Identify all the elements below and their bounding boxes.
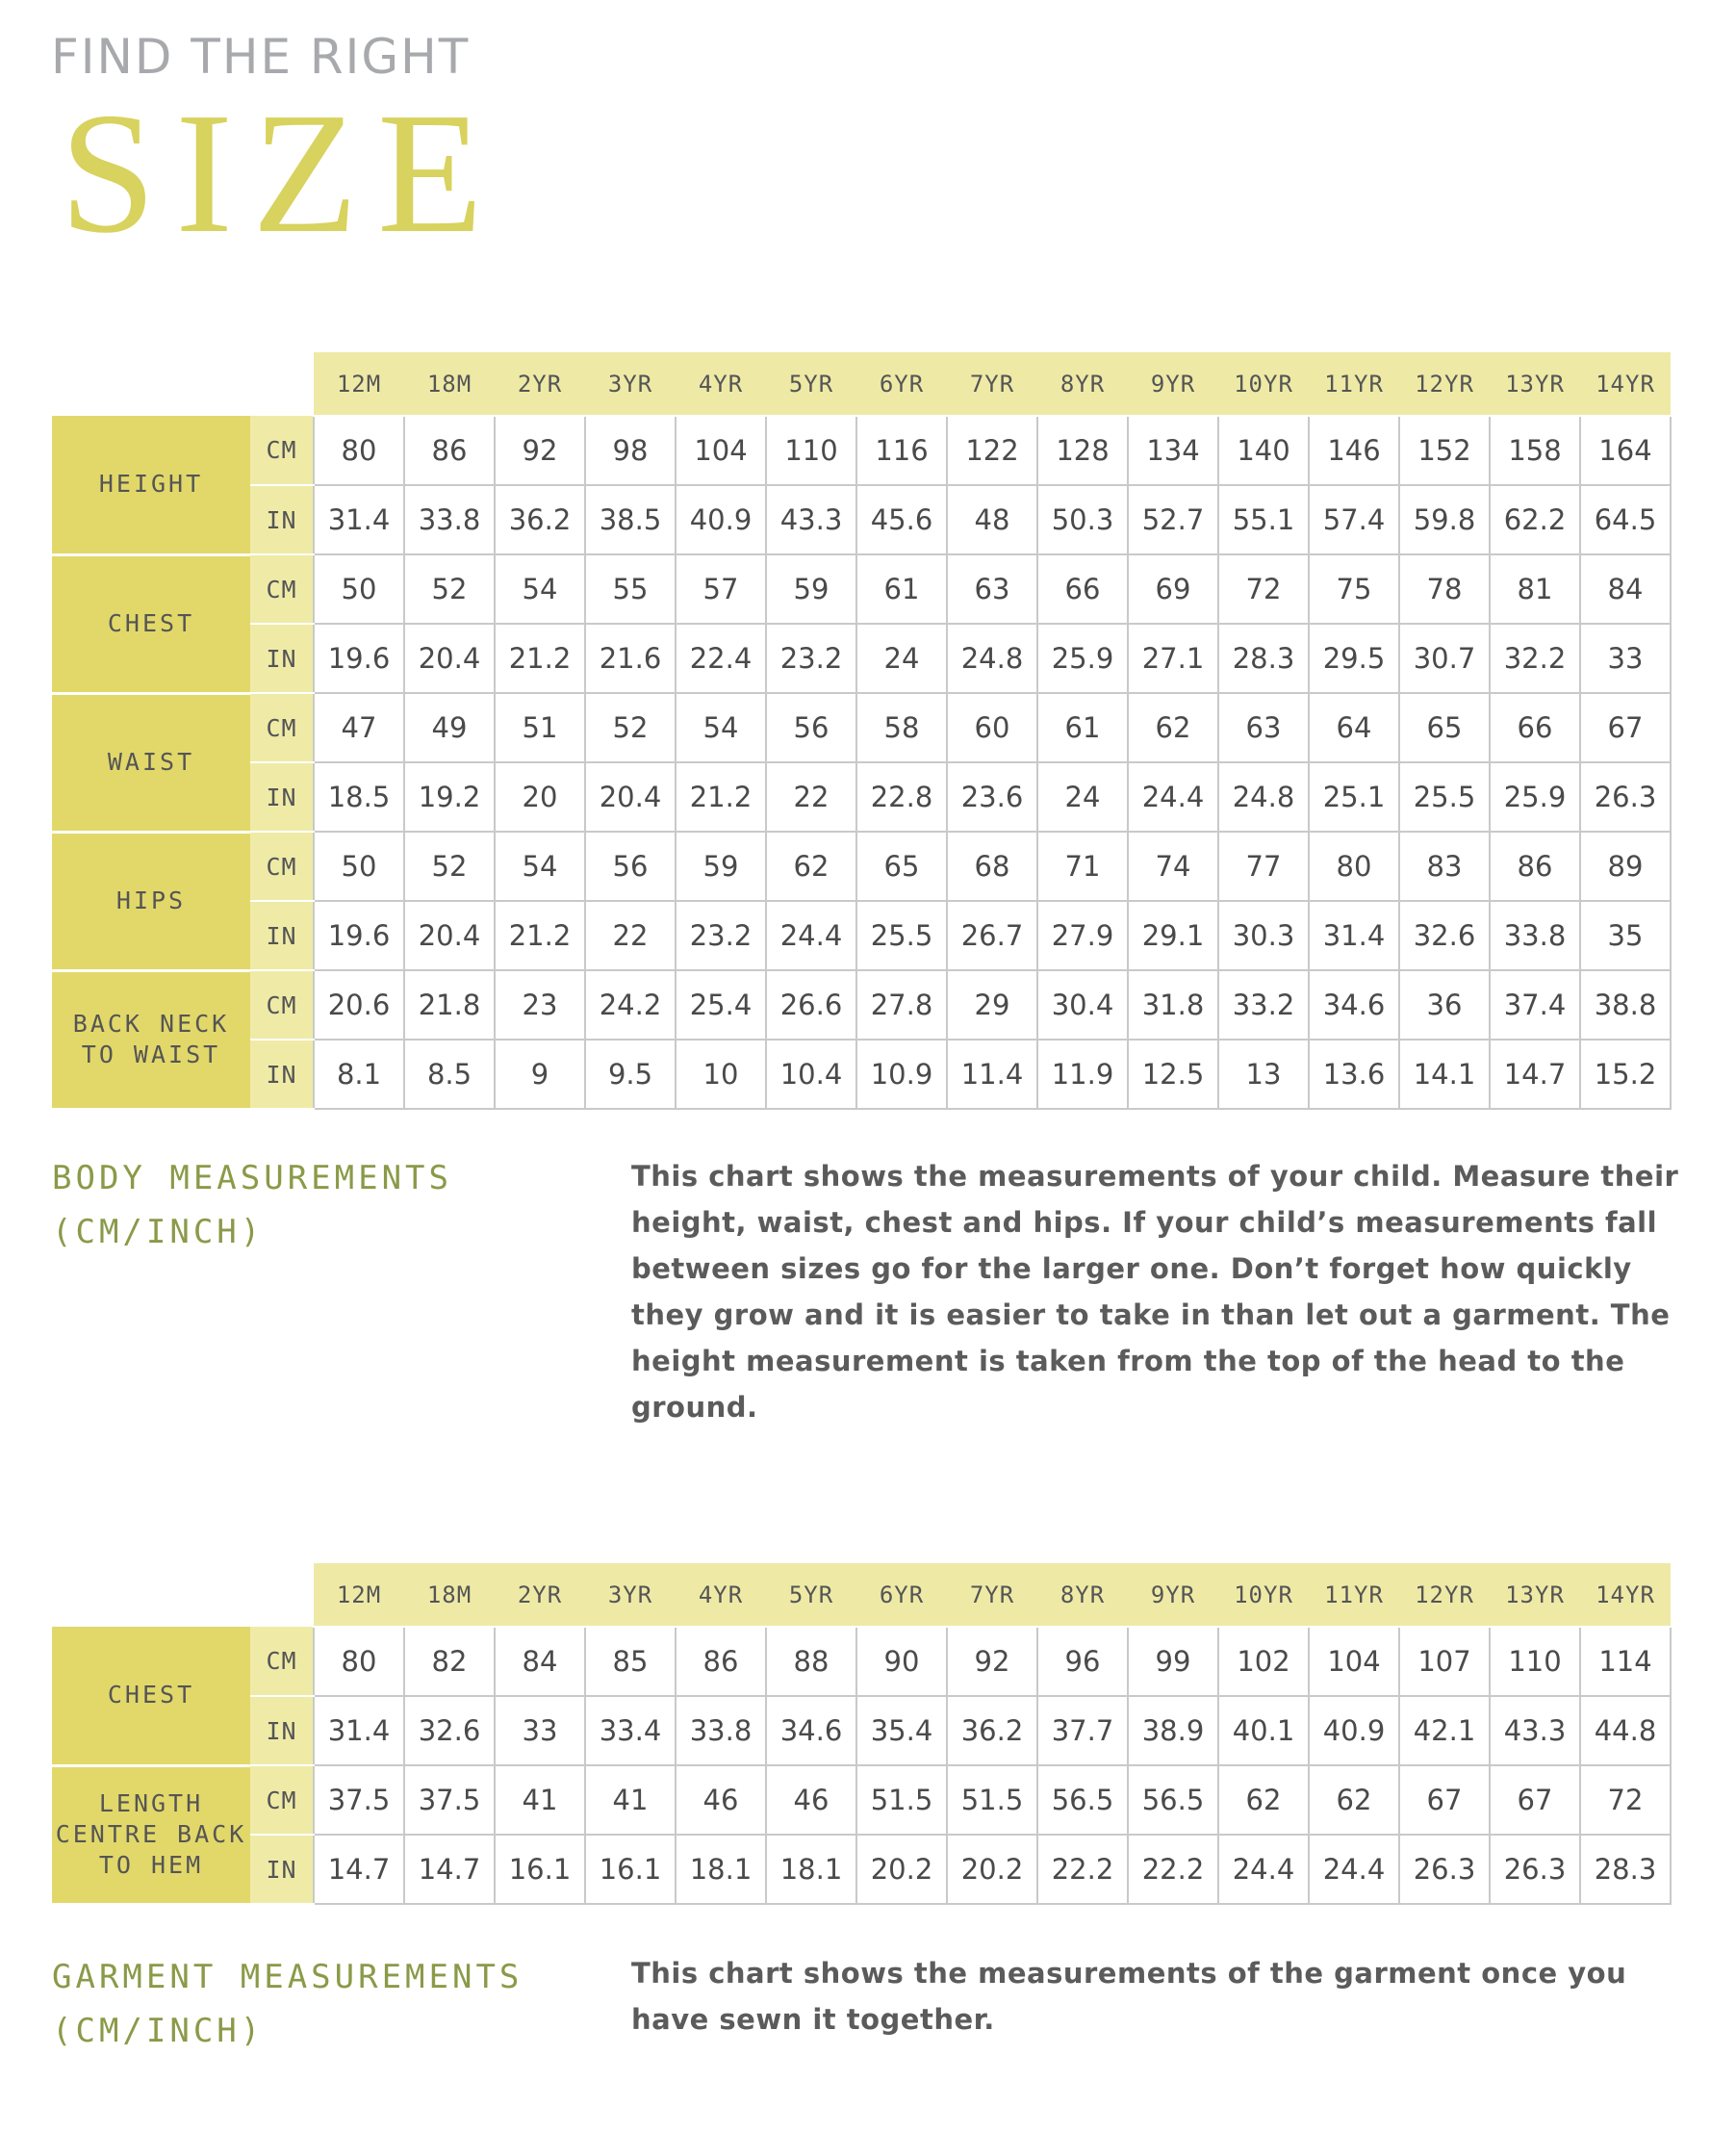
table-cell: 24.4 [1309, 1835, 1399, 1904]
size-column-header: 5YR [766, 1563, 856, 1627]
table-cell: 59 [766, 554, 856, 624]
table-cell: 128 [1037, 416, 1128, 485]
size-column-header: 6YR [856, 1563, 947, 1627]
table-cell: 8.5 [404, 1040, 495, 1109]
size-column-header: 8YR [1037, 352, 1128, 416]
size-column-header: 5YR [766, 352, 856, 416]
table-cell: 29 [947, 970, 1037, 1040]
table-cell: 20.2 [947, 1835, 1037, 1904]
table-cell: 31.8 [1128, 970, 1218, 1040]
table-cell: 67 [1490, 1765, 1580, 1835]
size-column-header: 2YR [495, 352, 585, 416]
table-cell: 26.3 [1490, 1835, 1580, 1904]
size-column-header: 7YR [947, 1563, 1037, 1627]
size-column-header: 18M [404, 1563, 495, 1627]
table-cell: 24.4 [766, 901, 856, 970]
table-cell: 56.5 [1037, 1765, 1128, 1835]
table-cell: 10.9 [856, 1040, 947, 1109]
table-cell: 27.8 [856, 970, 947, 1040]
table-cell: 37.5 [404, 1765, 495, 1835]
table-cell: 40.9 [1309, 1696, 1399, 1765]
size-column-header: 10YR [1218, 352, 1309, 416]
table-cell: 33.8 [676, 1696, 766, 1765]
table-cell: 20 [495, 762, 585, 832]
unit-label: CM [250, 1627, 314, 1696]
table-cell: 63 [1218, 693, 1309, 762]
table-cell: 30.3 [1218, 901, 1309, 970]
table-cell: 110 [1490, 1627, 1580, 1696]
table-cell: 52 [585, 693, 676, 762]
table-cell: 33.4 [585, 1696, 676, 1765]
table-cell: 51.5 [856, 1765, 947, 1835]
table-cell: 10.4 [766, 1040, 856, 1109]
table-cell: 51.5 [947, 1765, 1037, 1835]
table-cell: 57.4 [1309, 485, 1399, 554]
table-cell: 25.9 [1490, 762, 1580, 832]
table-cell: 62 [1128, 693, 1218, 762]
table-cell: 34.6 [1309, 970, 1399, 1040]
table-row [52, 1040, 1671, 1109]
table-cell: 55 [585, 554, 676, 624]
table-cell: 45.6 [856, 485, 947, 554]
table-cell: 46 [766, 1765, 856, 1835]
table-cell: 86 [1490, 832, 1580, 901]
size-column-header: 8YR [1037, 1563, 1128, 1627]
table-cell: 47 [314, 693, 404, 762]
table-row [52, 485, 1671, 554]
table-cell: 58 [856, 693, 947, 762]
table-cell: 90 [856, 1627, 947, 1696]
table-cell: 32.6 [1399, 901, 1490, 970]
table-cell: 81 [1490, 554, 1580, 624]
unit-label: IN [250, 762, 314, 832]
table-cell: 41 [585, 1765, 676, 1835]
table-cell: 22.2 [1037, 1835, 1128, 1904]
table-cell: 72 [1580, 1765, 1671, 1835]
table-cell: 54 [676, 693, 766, 762]
unit-label: CM [250, 832, 314, 901]
table-cell: 16.1 [495, 1835, 585, 1904]
table-cell: 36.2 [947, 1696, 1037, 1765]
table-cell: 12.5 [1128, 1040, 1218, 1109]
table-cell: 50 [314, 832, 404, 901]
table-cell: 59.8 [1399, 485, 1490, 554]
table-cell: 9.5 [585, 1040, 676, 1109]
table-cell: 21.8 [404, 970, 495, 1040]
table-cell: 116 [856, 416, 947, 485]
table-row [52, 832, 1671, 901]
body-description: This chart shows the measurements of your child. Measure their height, waist, chest and hips. If your child’s measurements fall between sizes go for the larger one. Don’t forget how quickly they grow and it is easier to take in than let out a garment. The height measurement is taken from the top of the head to the ground. [631, 1160, 1679, 1424]
table-cell: 60 [947, 693, 1037, 762]
table-cell: 23 [495, 970, 585, 1040]
unit-label: CM [250, 970, 314, 1040]
table-row [52, 693, 1671, 762]
table-row [52, 762, 1671, 832]
table-cell: 14.7 [314, 1835, 404, 1904]
table-cell: 33 [1580, 624, 1671, 693]
size-column-header: 10YR [1218, 1563, 1309, 1627]
size-column-header: 13YR [1490, 352, 1580, 416]
table-cell: 110 [766, 416, 856, 485]
table-cell: 24.8 [1218, 762, 1309, 832]
table-cell: 80 [314, 1627, 404, 1696]
table-cell: 27.9 [1037, 901, 1128, 970]
table-cell: 102 [1218, 1627, 1309, 1696]
table-cell: 33.8 [1490, 901, 1580, 970]
table-cell: 62 [1218, 1765, 1309, 1835]
size-column-header: 11YR [1309, 1563, 1399, 1627]
table-cell: 14.7 [404, 1835, 495, 1904]
table-cell: 152 [1399, 416, 1490, 485]
table-cell: 86 [404, 416, 495, 485]
table-cell: 26.3 [1399, 1835, 1490, 1904]
table-cell: 31.4 [1309, 901, 1399, 970]
measurement-label: CHEST [52, 1627, 250, 1765]
table-cell: 20.4 [404, 901, 495, 970]
table-cell: 66 [1037, 554, 1128, 624]
table-corner [52, 1563, 314, 1627]
size-column-header: 12YR [1399, 352, 1490, 416]
table-cell: 92 [947, 1627, 1037, 1696]
table-cell: 13.6 [1309, 1040, 1399, 1109]
table-cell: 21.2 [676, 762, 766, 832]
size-column-header: 14YR [1580, 1563, 1671, 1627]
table-cell: 18.1 [766, 1835, 856, 1904]
table-cell: 25.4 [676, 970, 766, 1040]
table-cell: 114 [1580, 1627, 1671, 1696]
table-cell: 31.4 [314, 485, 404, 554]
size-column-header: 14YR [1580, 352, 1671, 416]
body-measurements-table [52, 352, 1672, 1111]
table-cell: 24.4 [1218, 1835, 1309, 1904]
table-cell: 40.9 [676, 485, 766, 554]
size-column-header: 9YR [1128, 352, 1218, 416]
table-cell: 10 [676, 1040, 766, 1109]
garment-description: This chart shows the measurements of the garment once you have sewn it together. [631, 1957, 1627, 2036]
table-cell: 104 [676, 416, 766, 485]
table-cell: 36 [1399, 970, 1490, 1040]
table-cell: 30.7 [1399, 624, 1490, 693]
garment-section-title [52, 1950, 523, 2058]
table-cell: 8.1 [314, 1040, 404, 1109]
table-cell: 83 [1399, 832, 1490, 901]
table-cell: 18.5 [314, 762, 404, 832]
table-cell: 140 [1218, 416, 1309, 485]
table-cell: 19.2 [404, 762, 495, 832]
table-cell: 56.5 [1128, 1765, 1218, 1835]
table-cell: 66 [1490, 693, 1580, 762]
table-cell: 62 [766, 832, 856, 901]
size-column-header: 2YR [495, 1563, 585, 1627]
table-cell: 26.3 [1580, 762, 1671, 832]
table-cell: 31.4 [314, 1696, 404, 1765]
table-cell: 37.7 [1037, 1696, 1128, 1765]
table-cell: 51 [495, 693, 585, 762]
size-column-header: 6YR [856, 352, 947, 416]
table-cell: 38.5 [585, 485, 676, 554]
table-cell: 50.3 [1037, 485, 1128, 554]
table-cell: 32.2 [1490, 624, 1580, 693]
table-cell: 92 [495, 416, 585, 485]
table-cell: 16.1 [585, 1835, 676, 1904]
table-cell: 30.4 [1037, 970, 1128, 1040]
table-cell: 29.1 [1128, 901, 1218, 970]
table-row [52, 970, 1671, 1040]
table-cell: 80 [314, 416, 404, 485]
size-column-header: 12M [314, 1563, 404, 1627]
table-cell: 22.2 [1128, 1835, 1218, 1904]
size-column-header: 3YR [585, 352, 676, 416]
table-cell: 44.8 [1580, 1696, 1671, 1765]
table-cell: 33.8 [404, 485, 495, 554]
unit-label: IN [250, 1835, 314, 1904]
table-cell: 49 [404, 693, 495, 762]
table-row [52, 554, 1671, 624]
table-cell: 78 [1399, 554, 1490, 624]
table-cell: 27.1 [1128, 624, 1218, 693]
table-cell: 65 [1399, 693, 1490, 762]
table-cell: 24 [1037, 762, 1128, 832]
table-cell: 99 [1128, 1627, 1218, 1696]
page-title: SIZE [60, 77, 502, 269]
table-cell: 98 [585, 416, 676, 485]
garment-section-heading: GARMENT MEASUREMENTS [52, 1958, 523, 1996]
table-row [52, 1627, 1671, 1696]
table-cell: 61 [1037, 693, 1128, 762]
table-cell: 26.7 [947, 901, 1037, 970]
table-cell: 84 [1580, 554, 1671, 624]
table-cell: 26.6 [766, 970, 856, 1040]
table-row [52, 624, 1671, 693]
table-cell: 48 [947, 485, 1037, 554]
table-cell: 21.6 [585, 624, 676, 693]
table-cell: 25.5 [1399, 762, 1490, 832]
table-cell: 86 [676, 1627, 766, 1696]
table-cell: 34.6 [766, 1696, 856, 1765]
table-cell: 88 [766, 1627, 856, 1696]
measurement-label: LENGTH CENTRE BACK TO HEM [52, 1765, 250, 1904]
table-cell: 18.1 [676, 1835, 766, 1904]
measurement-label: CHEST [52, 554, 250, 693]
table-cell: 158 [1490, 416, 1580, 485]
table-cell: 35 [1580, 901, 1671, 970]
measurement-label: BACK NECK TO WAIST [52, 970, 250, 1109]
table-cell: 56 [766, 693, 856, 762]
table-cell: 22.8 [856, 762, 947, 832]
table-cell: 11.4 [947, 1040, 1037, 1109]
table-row [52, 1765, 1671, 1835]
table-cell: 11.9 [1037, 1040, 1128, 1109]
table-cell: 32.6 [404, 1696, 495, 1765]
table-cell: 14.7 [1490, 1040, 1580, 1109]
body-section-heading: BODY MEASUREMENTS [52, 1159, 452, 1197]
measurement-label: HEIGHT [52, 416, 250, 554]
table-cell: 85 [585, 1627, 676, 1696]
garment-section-units: (CM/INCH) [52, 2012, 265, 2050]
size-column-header: 4YR [676, 352, 766, 416]
table-cell: 65 [856, 832, 947, 901]
table-cell: 20.4 [585, 762, 676, 832]
table-cell: 24 [856, 624, 947, 693]
table-cell: 38.9 [1128, 1696, 1218, 1765]
table-cell: 82 [404, 1627, 495, 1696]
table-cell: 52.7 [1128, 485, 1218, 554]
table-cell: 42.1 [1399, 1696, 1490, 1765]
size-column-header: 9YR [1128, 1563, 1218, 1627]
size-column-header: 12M [314, 352, 404, 416]
table-cell: 89 [1580, 832, 1671, 901]
table-cell: 20.4 [404, 624, 495, 693]
table-cell: 33 [495, 1696, 585, 1765]
table-cell: 23.6 [947, 762, 1037, 832]
table-cell: 19.6 [314, 901, 404, 970]
table-row [52, 1835, 1671, 1904]
table-cell: 38.8 [1580, 970, 1671, 1040]
table-cell: 57 [676, 554, 766, 624]
table-cell: 54 [495, 832, 585, 901]
table-cell: 55.1 [1218, 485, 1309, 554]
size-column-header: 12YR [1399, 1563, 1490, 1627]
table-cell: 164 [1580, 416, 1671, 485]
table-cell: 29.5 [1309, 624, 1399, 693]
unit-label: IN [250, 901, 314, 970]
table-cell: 96 [1037, 1627, 1128, 1696]
table-cell: 68 [947, 832, 1037, 901]
table-cell: 52 [404, 554, 495, 624]
table-cell: 122 [947, 416, 1037, 485]
table-cell: 22 [766, 762, 856, 832]
table-cell: 28.3 [1580, 1835, 1671, 1904]
table-cell: 77 [1218, 832, 1309, 901]
unit-label: CM [250, 693, 314, 762]
table-cell: 20.6 [314, 970, 404, 1040]
table-cell: 25.5 [856, 901, 947, 970]
table-cell: 69 [1128, 554, 1218, 624]
size-column-header: 13YR [1490, 1563, 1580, 1627]
size-column-header: 4YR [676, 1563, 766, 1627]
table-cell: 24.4 [1128, 762, 1218, 832]
size-column-header: 3YR [585, 1563, 676, 1627]
table-cell: 36.2 [495, 485, 585, 554]
body-section-units: (CM/INCH) [52, 1213, 265, 1251]
table-cell: 37.5 [314, 1765, 404, 1835]
table-cell: 64.5 [1580, 485, 1671, 554]
unit-label: CM [250, 1765, 314, 1835]
size-column-header: 18M [404, 352, 495, 416]
table-cell: 21.2 [495, 901, 585, 970]
table-cell: 22 [585, 901, 676, 970]
unit-label: IN [250, 1696, 314, 1765]
garment-measurements-table [52, 1563, 1672, 1906]
table-cell: 9 [495, 1040, 585, 1109]
table-cell: 67 [1399, 1765, 1490, 1835]
table-cell: 75 [1309, 554, 1399, 624]
table-cell: 71 [1037, 832, 1128, 901]
body-section-title [52, 1151, 452, 1259]
table-cell: 23.2 [676, 901, 766, 970]
table-cell: 22.4 [676, 624, 766, 693]
table-cell: 62.2 [1490, 485, 1580, 554]
table-cell: 41 [495, 1765, 585, 1835]
table-cell: 146 [1309, 416, 1399, 485]
measurement-label: WAIST [52, 693, 250, 832]
table-row [52, 901, 1671, 970]
table-row [52, 416, 1671, 485]
table-cell: 104 [1309, 1627, 1399, 1696]
table-cell: 107 [1399, 1627, 1490, 1696]
table-cell: 61 [856, 554, 947, 624]
table-row [52, 1696, 1671, 1765]
table-cell: 19.6 [314, 624, 404, 693]
table-cell: 62 [1309, 1765, 1399, 1835]
table-cell: 14.1 [1399, 1040, 1490, 1109]
table-cell: 23.2 [766, 624, 856, 693]
table-cell: 20.2 [856, 1835, 947, 1904]
size-column-header: 11YR [1309, 352, 1399, 416]
size-column-header: 7YR [947, 352, 1037, 416]
table-corner [52, 352, 314, 416]
table-cell: 24.2 [585, 970, 676, 1040]
table-cell: 56 [585, 832, 676, 901]
table-cell: 13 [1218, 1040, 1309, 1109]
table-cell: 15.2 [1580, 1040, 1671, 1109]
page-pretitle: FIND THE RIGHT [51, 29, 471, 85]
table-cell: 43.3 [766, 485, 856, 554]
table-cell: 84 [495, 1627, 585, 1696]
table-cell: 80 [1309, 832, 1399, 901]
table-cell: 40.1 [1218, 1696, 1309, 1765]
table-cell: 134 [1128, 416, 1218, 485]
table-cell: 21.2 [495, 624, 585, 693]
table-cell: 74 [1128, 832, 1218, 901]
unit-label: IN [250, 485, 314, 554]
table-cell: 64 [1309, 693, 1399, 762]
table-cell: 37.4 [1490, 970, 1580, 1040]
table-cell: 35.4 [856, 1696, 947, 1765]
table-cell: 67 [1580, 693, 1671, 762]
table-cell: 43.3 [1490, 1696, 1580, 1765]
unit-label: CM [250, 554, 314, 624]
table-cell: 63 [947, 554, 1037, 624]
table-cell: 25.9 [1037, 624, 1128, 693]
table-cell: 46 [676, 1765, 766, 1835]
table-cell: 33.2 [1218, 970, 1309, 1040]
table-cell: 24.8 [947, 624, 1037, 693]
table-cell: 52 [404, 832, 495, 901]
unit-label: CM [250, 416, 314, 485]
table-cell: 25.1 [1309, 762, 1399, 832]
table-cell: 72 [1218, 554, 1309, 624]
unit-label: IN [250, 1040, 314, 1109]
unit-label: IN [250, 624, 314, 693]
measurement-label: HIPS [52, 832, 250, 970]
table-cell: 28.3 [1218, 624, 1309, 693]
table-cell: 50 [314, 554, 404, 624]
table-cell: 59 [676, 832, 766, 901]
table-cell: 54 [495, 554, 585, 624]
